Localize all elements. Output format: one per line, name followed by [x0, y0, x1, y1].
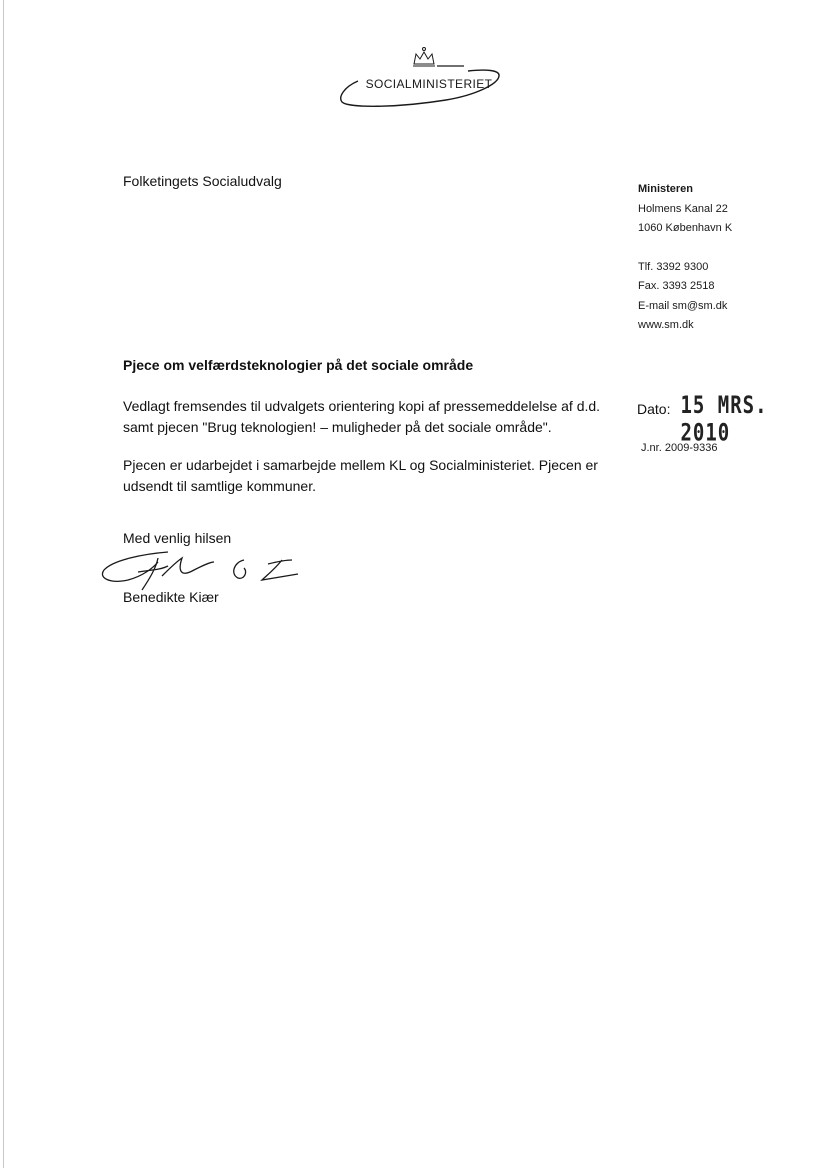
body-line: udsendt til samtlige kommuner.	[123, 478, 316, 494]
body-line: samt pjecen "Brug teknologien! – muligheder på det sociale område".	[123, 419, 552, 435]
letter-subject: Pjece om velfærdsteknologier på det sociale område	[123, 357, 474, 373]
scan-edge-line	[3, 0, 4, 1168]
sender-phone: Tlf. 3392 9300	[638, 260, 709, 273]
journal-number: J.nr. 2009-9336	[641, 442, 718, 454]
body-paragraph-1	[123, 396, 613, 438]
sender-address-block	[638, 180, 732, 336]
recipient: Folketingets Socialudvalg	[123, 173, 282, 189]
body-line: Vedlagt fremsendes til udvalgets orientering kopi af pressemeddelelse af d.d.	[123, 398, 601, 414]
sender-title: Ministeren	[638, 183, 694, 195]
crown-icon	[413, 48, 435, 67]
closing-greeting: Med venlig hilsen	[123, 530, 232, 546]
date-row	[637, 391, 825, 447]
sender-email: E-mail sm@sm.dk	[638, 299, 728, 312]
date-stamp: 15 MRS. 2010	[680, 391, 768, 447]
date-label: Dato:	[637, 401, 671, 417]
sender-street: Holmens Kanal 22	[638, 202, 728, 215]
sender-website: www.sm.dk	[638, 319, 694, 331]
sender-fax: Fax. 3393 2518	[638, 280, 715, 292]
ministry-name: SOCIALMINISTERIET	[365, 77, 493, 91]
ministry-logo	[336, 42, 506, 122]
sender-city: 1060 København K	[638, 222, 733, 234]
body-line: Pjecen er udarbejdet i samarbejde mellem KL og Socialministeriet. Pjecen er	[123, 457, 598, 473]
signer-name: Benedikte Kiær	[123, 589, 219, 605]
body-paragraph-2	[123, 455, 613, 497]
